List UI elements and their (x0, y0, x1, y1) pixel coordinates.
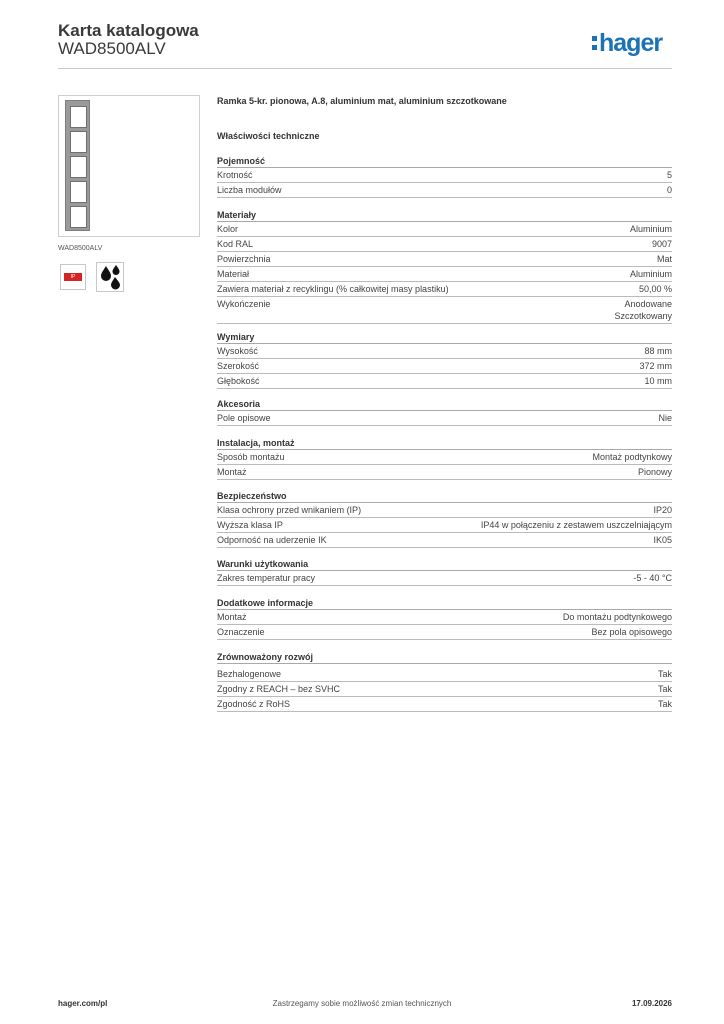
spec-value: Montaż podtynkowy (592, 452, 672, 462)
product-code: WAD8500ALV (58, 39, 166, 58)
spec-value: 0 (666, 185, 672, 195)
footer-date: 17.09.2026 (631, 999, 672, 1008)
spec-value: -5 - 40 °C (633, 573, 672, 583)
spec-section-title: Instalacja, montaż (217, 437, 672, 450)
spec-value: IP44 w połączeniu z zestawem uszczelniającym (480, 520, 672, 530)
spec-row (217, 697, 672, 712)
spec-row (217, 610, 672, 625)
spec-row (217, 667, 672, 682)
spec-row (217, 465, 672, 480)
spec-label: Liczba modułów (217, 185, 282, 195)
header-divider (58, 68, 672, 69)
spec-label: Wyższa klasa IP (217, 520, 283, 530)
spec-label: Wykończenie (217, 299, 271, 309)
spec-row (217, 503, 672, 518)
spec-row (217, 411, 672, 426)
spec-label: Zawiera materiał z recyklingu (% całkowitej masy plastiku) (217, 284, 449, 294)
spec-section (217, 437, 672, 480)
spec-value: 5 (666, 170, 672, 180)
spec-section (217, 331, 672, 389)
spec-section-title: Bezpieczeństwo (217, 490, 672, 503)
spec-value: Bez pola opisowego (591, 627, 672, 637)
spec-section-title: Wymiary (217, 331, 672, 344)
spec-label: Krotność (217, 170, 253, 180)
footer-website: hager.com/pl (58, 999, 108, 1008)
spec-row (217, 518, 672, 533)
spec-value: Tak (657, 684, 672, 694)
spec-section-title: Pojemność (217, 155, 672, 168)
spec-section-title: Warunki użytkowania (217, 558, 672, 571)
spec-value: IP20 (653, 505, 672, 515)
spec-label: Zakres temperatur pracy (217, 573, 316, 583)
spec-value: Aluminium (629, 224, 672, 234)
frame-illustration (65, 100, 90, 231)
spec-label: Wysokość (217, 346, 258, 356)
spec-row (217, 374, 672, 389)
spec-row (217, 237, 672, 252)
product-description: Ramka 5-kr. pionowa, A.8, aluminium mat, aluminium szczotkowane (217, 96, 507, 106)
product-image (58, 95, 200, 237)
spec-value: Aluminium (629, 269, 672, 279)
spec-value: Nie (658, 413, 672, 423)
ip-rating-icon (60, 264, 86, 290)
spec-label: Sposób montażu (217, 452, 285, 462)
spec-label: Pole opisowe (217, 413, 271, 423)
water-drops-icon (96, 262, 124, 292)
hager-logo (592, 29, 662, 58)
spec-value: Tak (657, 669, 672, 679)
spec-value: 88 mm (644, 346, 672, 356)
spec-section (217, 209, 672, 324)
spec-row (217, 222, 672, 237)
spec-label: Bezhalogenowe (217, 669, 282, 679)
spec-section (217, 558, 672, 586)
document-title: Karta katalogowa (58, 21, 199, 40)
spec-row (217, 571, 672, 586)
spec-label: Szerokość (217, 361, 260, 371)
spec-value: 50,00 % (638, 284, 672, 294)
logo-dots-icon (592, 35, 598, 51)
spec-row (217, 267, 672, 282)
spec-label: Kod RAL (217, 239, 254, 249)
spec-row (217, 183, 672, 198)
ip-badge: IP (64, 273, 82, 281)
spec-label: Materiał (217, 269, 250, 279)
spec-section (217, 155, 672, 198)
spec-section (217, 597, 672, 640)
spec-label: Zgodny z REACH – bez SVHC (217, 684, 341, 694)
spec-row (217, 344, 672, 359)
spec-row (217, 282, 672, 297)
spec-label: Zgodność z RoHS (217, 699, 291, 709)
spec-row (217, 450, 672, 465)
footer-disclaimer: Zastrzegamy sobie możliwość zmian technicznych (272, 999, 452, 1008)
spec-value: Do montażu podtynkowego (562, 612, 672, 622)
spec-label: Montaż (217, 612, 247, 622)
spec-row (217, 297, 672, 324)
spec-label: Klasa ochrony przed wnikaniem (IP) (217, 505, 362, 515)
spec-row (217, 252, 672, 267)
spec-label: Kolor (217, 224, 239, 234)
logo-text: hager (599, 29, 663, 57)
spec-row (217, 682, 672, 697)
spec-label: Odporność na uderzenie IK (217, 535, 327, 545)
spec-section (217, 490, 672, 548)
spec-section-title: Materiały (217, 209, 672, 222)
spec-value: 9007 (651, 239, 672, 249)
spec-value: 10 mm (644, 376, 672, 386)
spec-value: Mat (656, 254, 672, 264)
spec-section-title: Zrównoważony rozwój (217, 651, 672, 664)
spec-value: Pionowy (637, 467, 672, 477)
spec-value: IK05 (653, 535, 672, 545)
spec-section (217, 398, 672, 426)
technical-properties-heading: Właściwości techniczne (217, 131, 320, 141)
spec-value: 372 mm (639, 361, 672, 371)
spec-section-title: Dodatkowe informacje (217, 597, 672, 610)
spec-row (217, 168, 672, 183)
spec-section (217, 651, 672, 712)
spec-row (217, 533, 672, 548)
spec-value: Anodowane Szczotkowany (614, 299, 672, 321)
spec-section-title: Akcesoria (217, 398, 672, 411)
spec-label: Oznaczenie (217, 627, 265, 637)
spec-label: Powierzchnia (217, 254, 271, 264)
spec-label: Głębokość (217, 376, 260, 386)
spec-row (217, 625, 672, 640)
spec-value: Tak (657, 699, 672, 709)
product-image-caption: WAD8500ALV (58, 245, 103, 252)
spec-row (217, 359, 672, 374)
spec-label: Montaż (217, 467, 247, 477)
